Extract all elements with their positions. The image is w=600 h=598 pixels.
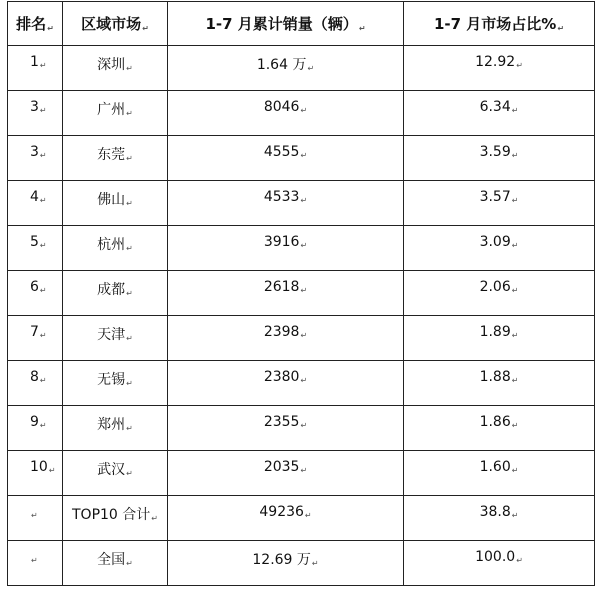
table-row: [8, 46, 595, 91]
rank-cell: [8, 406, 63, 451]
rank-cell: [8, 226, 63, 271]
region-cell: [63, 541, 168, 586]
sales-text: 2035: [263, 459, 300, 475]
paragraph-mark-icon: ↵: [511, 241, 519, 250]
sales-cell: [168, 136, 404, 181]
share-cell: [404, 271, 595, 316]
paragraph-mark-icon: ↵: [300, 286, 308, 295]
share-cell: [404, 226, 595, 271]
sales-text: 1.64 万: [256, 57, 307, 73]
region-text: 杭州: [97, 237, 126, 253]
paragraph-mark-icon: ↵: [31, 556, 38, 565]
region-cell: [63, 136, 168, 181]
table-row: [8, 181, 595, 226]
rank-cell: [8, 496, 63, 541]
share-text: 3.09: [479, 234, 511, 250]
rank-text: 3: [30, 99, 39, 115]
nation-row: [8, 541, 595, 586]
share-text: 1.86: [479, 414, 511, 430]
sales-text: 4533: [263, 189, 300, 205]
region-text: 无锡: [97, 372, 126, 388]
header-rank: 排名↵: [8, 2, 63, 46]
rank-text: 3: [30, 144, 39, 160]
rank-cell: [8, 451, 63, 496]
share-text: 1.88: [479, 369, 511, 385]
region-text: TOP10 合计: [72, 507, 151, 523]
region-text: 郑州: [97, 417, 126, 433]
table-row: [8, 316, 595, 361]
share-cell: [404, 91, 595, 136]
region-cell: [63, 91, 168, 136]
paragraph-mark-icon: ↵: [511, 421, 519, 430]
region-cell: [63, 361, 168, 406]
rank-cell: [8, 541, 63, 586]
table-row: [8, 136, 595, 181]
share-cell: [404, 361, 595, 406]
sales-text: 12.69 万: [252, 552, 311, 568]
sales-cell: [168, 46, 404, 91]
sales-cell: [168, 181, 404, 226]
share-text: 3.57: [479, 189, 511, 205]
region-cell: [63, 451, 168, 496]
paragraph-mark-icon: ↵: [511, 466, 519, 475]
paragraph-mark-icon: ↵: [126, 244, 133, 253]
paragraph-mark-icon: ↵: [300, 106, 308, 115]
paragraph-mark-icon: ↵: [126, 109, 133, 118]
paragraph-mark-icon: ↵: [300, 376, 308, 385]
sales-cell: [168, 361, 404, 406]
rank-text: 1: [30, 54, 39, 70]
share-cell: [404, 406, 595, 451]
sales-text: 49236: [259, 504, 304, 520]
region-text: 深圳: [97, 57, 126, 73]
paragraph-mark-icon: ↵: [511, 331, 519, 340]
table-row: [8, 406, 595, 451]
table-row: [8, 451, 595, 496]
share-text: 1.89: [479, 324, 511, 340]
header-share: 1-7 月市场占比%↵: [404, 2, 595, 46]
sales-cell: [168, 91, 404, 136]
sales-ranking-table: [7, 1, 595, 586]
share-cell: [404, 541, 595, 586]
paragraph-mark-icon: ↵: [39, 241, 47, 250]
paragraph-mark-icon: ↵: [516, 556, 523, 565]
paragraph-mark-icon: ↵: [300, 331, 308, 340]
sales-cell: [168, 226, 404, 271]
header-row: [8, 2, 595, 46]
sales-cell: [168, 406, 404, 451]
paragraph-mark-icon: ↵: [126, 64, 133, 73]
region-cell: [63, 46, 168, 91]
paragraph-mark-icon: ↵: [511, 106, 519, 115]
rank-cell: [8, 361, 63, 406]
paragraph-mark-icon: ↵: [304, 511, 312, 520]
sales-text: 8046: [263, 99, 300, 115]
paragraph-mark-icon: ↵: [300, 241, 308, 250]
header-sales: 1-7 月累计销量（辆）↵: [168, 2, 404, 46]
sales-cell: [168, 316, 404, 361]
sales-cell: [168, 451, 404, 496]
share-text: 38.8: [479, 504, 511, 520]
sales-cell: [168, 271, 404, 316]
paragraph-mark-icon: ↵: [31, 511, 38, 520]
rank-text: 8: [30, 369, 39, 385]
share-text: 12.92: [475, 54, 516, 70]
rank-text: 7: [30, 324, 39, 340]
paragraph-mark-icon: ↵: [126, 334, 133, 343]
rank-text: 5: [30, 234, 39, 250]
share-text: 6.34: [479, 99, 511, 115]
share-text: 3.59: [479, 144, 511, 160]
paragraph-mark-icon: ↵: [48, 466, 56, 475]
paragraph-mark-icon: ↵: [126, 424, 133, 433]
rank-cell: [8, 181, 63, 226]
paragraph-mark-icon: ↵: [516, 61, 523, 70]
paragraph-mark-icon: ↵: [39, 376, 47, 385]
paragraph-mark-icon: ↵: [126, 469, 133, 478]
paragraph-mark-icon: ↵: [307, 64, 315, 73]
paragraph-mark-icon: ↵: [151, 514, 158, 523]
paragraph-mark-icon: ↵: [300, 196, 308, 205]
region-text: 东莞: [97, 147, 126, 163]
paragraph-mark-icon: ↵: [39, 286, 47, 295]
region-text: 天津: [97, 327, 126, 343]
paragraph-mark-icon: ↵: [126, 289, 133, 298]
paragraph-mark-icon: ↵: [126, 379, 133, 388]
region-text: 全国: [97, 552, 126, 568]
sales-cell: [168, 541, 404, 586]
share-text: 1.60: [479, 459, 511, 475]
share-text: 100.0: [475, 549, 516, 565]
paragraph-mark-icon: ↵: [126, 559, 133, 568]
total-row: [8, 496, 595, 541]
region-text: 广州: [97, 102, 126, 118]
share-text: 2.06: [479, 279, 511, 295]
region-text: 佛山: [97, 192, 126, 208]
rank-text: 6: [30, 279, 39, 295]
sales-text: 2380: [263, 369, 300, 385]
paragraph-mark-icon: ↵: [511, 376, 519, 385]
rank-cell: [8, 91, 63, 136]
table-row: [8, 271, 595, 316]
share-cell: [404, 136, 595, 181]
paragraph-mark-icon: ↵: [39, 61, 47, 70]
paragraph-mark-icon: ↵: [511, 511, 519, 520]
paragraph-mark-icon: ↵: [39, 331, 47, 340]
paragraph-mark-icon: ↵: [511, 286, 519, 295]
region-cell: [63, 316, 168, 361]
sales-cell: [168, 496, 404, 541]
paragraph-mark-icon: ↵: [126, 154, 133, 163]
paragraph-mark-icon: ↵: [300, 421, 308, 430]
rank-text: 9: [30, 414, 39, 430]
region-cell: [63, 271, 168, 316]
table-row: [8, 91, 595, 136]
paragraph-mark-icon: ↵: [511, 196, 519, 205]
paragraph-mark-icon: ↵: [39, 421, 47, 430]
table-row: [8, 361, 595, 406]
paragraph-mark-icon: ↵: [300, 151, 308, 160]
rank-cell: [8, 271, 63, 316]
paragraph-mark-icon: ↵: [39, 106, 47, 115]
rank-text: 10: [30, 459, 48, 475]
rank-cell: [8, 136, 63, 181]
rank-cell: [8, 316, 63, 361]
share-cell: [404, 496, 595, 541]
rank-text: 4: [30, 189, 39, 205]
rank-cell: [8, 46, 63, 91]
region-text: 成都: [97, 282, 126, 298]
paragraph-mark-icon: ↵: [126, 199, 133, 208]
region-cell: [63, 181, 168, 226]
share-cell: [404, 316, 595, 361]
share-cell: [404, 451, 595, 496]
paragraph-mark-icon: ↵: [511, 151, 519, 160]
header-region: 区域市场↵: [63, 2, 168, 46]
share-cell: [404, 181, 595, 226]
paragraph-mark-icon: ↵: [300, 466, 308, 475]
sales-text: 2398: [263, 324, 300, 340]
paragraph-mark-icon: ↵: [39, 151, 47, 160]
region-text: 武汉: [97, 462, 126, 478]
share-cell: [404, 46, 595, 91]
sales-text: 4555: [263, 144, 300, 160]
paragraph-mark-icon: ↵: [311, 559, 319, 568]
table-row: [8, 226, 595, 271]
sales-text: 2618: [263, 279, 300, 295]
paragraph-mark-icon: ↵: [39, 196, 47, 205]
region-cell: [63, 496, 168, 541]
sales-text: 2355: [263, 414, 300, 430]
sales-text: 3916: [263, 234, 300, 250]
region-cell: [63, 226, 168, 271]
region-cell: [63, 406, 168, 451]
